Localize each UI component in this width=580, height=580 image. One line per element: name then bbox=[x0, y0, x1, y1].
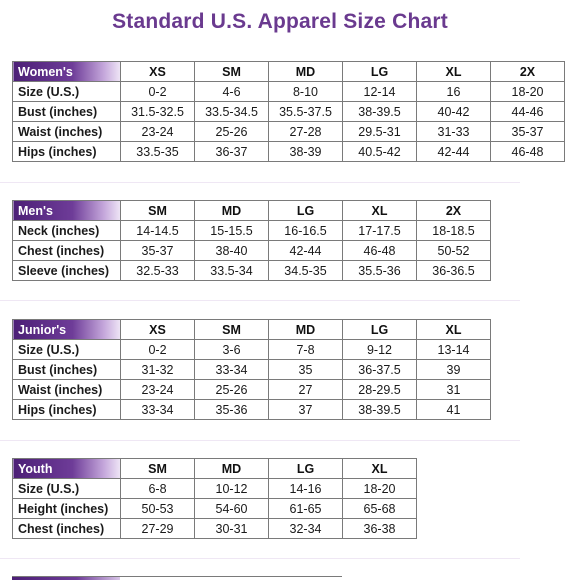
table-cell: 25-26 bbox=[195, 122, 269, 142]
table-header-row bbox=[13, 62, 565, 82]
table-cell: 18-20 bbox=[491, 82, 565, 102]
page-title: Standard U.S. Apparel Size Chart bbox=[112, 10, 448, 33]
row-label: Size (U.S.) bbox=[13, 340, 121, 360]
table-cell: 0-2 bbox=[121, 340, 195, 360]
table-cell: 46-48 bbox=[491, 142, 565, 162]
size-header: 2X bbox=[491, 62, 565, 82]
table-cell: 27 bbox=[269, 380, 343, 400]
table-cell: 42-44 bbox=[269, 241, 343, 261]
table-cell: 35.5-36 bbox=[343, 261, 417, 281]
size-header: MD bbox=[195, 459, 269, 479]
table-cell: 6-8 bbox=[121, 479, 195, 499]
table-cell: 4-6 bbox=[195, 82, 269, 102]
size-header: LG bbox=[269, 201, 343, 221]
table-cell: 38-39.5 bbox=[343, 400, 417, 420]
table-cell: 50-52 bbox=[417, 241, 491, 261]
table-cell: 35-37 bbox=[491, 122, 565, 142]
table-cell: 54-60 bbox=[195, 499, 269, 519]
table-cell: 35-36 bbox=[195, 400, 269, 420]
section-divider bbox=[0, 558, 520, 559]
size-header: XL bbox=[417, 62, 491, 82]
table-cell: 50-53 bbox=[121, 499, 195, 519]
table-row bbox=[13, 221, 491, 241]
row-label: Neck (inches) bbox=[13, 221, 121, 241]
size-header: SM bbox=[195, 62, 269, 82]
table-row bbox=[13, 400, 491, 420]
size-header: XL bbox=[343, 201, 417, 221]
table-cell: 41 bbox=[417, 400, 491, 420]
size-header: LG bbox=[343, 62, 417, 82]
section-divider bbox=[0, 182, 520, 183]
row-label: Sleeve (inches) bbox=[13, 261, 121, 281]
size-header: XS bbox=[121, 320, 195, 340]
table-header-row bbox=[13, 459, 417, 479]
table-cell: 35-37 bbox=[121, 241, 195, 261]
category-label: Junior's bbox=[13, 320, 121, 340]
table-cell: 37 bbox=[269, 400, 343, 420]
table-cell: 7-8 bbox=[269, 340, 343, 360]
table-cell: 29.5-31 bbox=[343, 122, 417, 142]
youth-size-table bbox=[12, 458, 417, 539]
table-cell: 33.5-34 bbox=[195, 261, 269, 281]
row-label: Size (U.S.) bbox=[13, 82, 121, 102]
section-divider bbox=[0, 300, 520, 301]
category-label: Women's bbox=[13, 62, 121, 82]
table-header-row bbox=[13, 320, 491, 340]
size-header: LG bbox=[269, 459, 343, 479]
table-cell: 18-20 bbox=[343, 479, 417, 499]
table-cell: 35.5-37.5 bbox=[269, 102, 343, 122]
table-row bbox=[13, 519, 417, 539]
table-cell: 32-34 bbox=[269, 519, 343, 539]
table-cell: 14-14.5 bbox=[121, 221, 195, 241]
table-cell: 35 bbox=[269, 360, 343, 380]
table-cell: 30-31 bbox=[195, 519, 269, 539]
table-row bbox=[13, 380, 491, 400]
row-label: Hips (inches) bbox=[13, 142, 121, 162]
row-label: Bust (inches) bbox=[13, 102, 121, 122]
table-cell: 33-34 bbox=[195, 360, 269, 380]
womens-size-table bbox=[12, 61, 565, 162]
table-cell: 12-14 bbox=[343, 82, 417, 102]
table-row bbox=[13, 82, 565, 102]
next-table-header-partial bbox=[12, 576, 342, 580]
juniors-size-table bbox=[12, 319, 491, 420]
table-cell: 33-34 bbox=[121, 400, 195, 420]
table-cell: 40.5-42 bbox=[343, 142, 417, 162]
table-cell: 17-17.5 bbox=[343, 221, 417, 241]
table-cell: 31-32 bbox=[121, 360, 195, 380]
row-label: Waist (inches) bbox=[13, 380, 121, 400]
table-cell: 34.5-35 bbox=[269, 261, 343, 281]
table-cell: 23-24 bbox=[121, 122, 195, 142]
size-header: 2X bbox=[417, 201, 491, 221]
table-row bbox=[13, 241, 491, 261]
table-cell: 36-37.5 bbox=[343, 360, 417, 380]
row-label: Bust (inches) bbox=[13, 360, 121, 380]
table-cell: 31.5-32.5 bbox=[121, 102, 195, 122]
table-cell: 16 bbox=[417, 82, 491, 102]
size-header: MD bbox=[269, 62, 343, 82]
table-cell: 27-28 bbox=[269, 122, 343, 142]
row-label: Size (U.S.) bbox=[13, 479, 121, 499]
table-row bbox=[13, 261, 491, 281]
table-cell: 33.5-35 bbox=[121, 142, 195, 162]
table-cell: 25-26 bbox=[195, 380, 269, 400]
table-cell: 28-29.5 bbox=[343, 380, 417, 400]
size-header: SM bbox=[121, 201, 195, 221]
table-cell: 36-37 bbox=[195, 142, 269, 162]
size-header: XS bbox=[121, 62, 195, 82]
table-cell: 16-16.5 bbox=[269, 221, 343, 241]
table-cell: 36-36.5 bbox=[417, 261, 491, 281]
table-row bbox=[13, 479, 417, 499]
table-cell: 61-65 bbox=[269, 499, 343, 519]
size-header: LG bbox=[343, 320, 417, 340]
table-row bbox=[13, 142, 565, 162]
table-cell: 33.5-34.5 bbox=[195, 102, 269, 122]
table-cell: 46-48 bbox=[343, 241, 417, 261]
table-cell: 10-12 bbox=[195, 479, 269, 499]
table-cell: 31 bbox=[417, 380, 491, 400]
table-cell: 38-39.5 bbox=[343, 102, 417, 122]
table-cell: 27-29 bbox=[121, 519, 195, 539]
table-row bbox=[13, 102, 565, 122]
row-label: Waist (inches) bbox=[13, 122, 121, 142]
size-header: MD bbox=[195, 201, 269, 221]
size-header: SM bbox=[195, 320, 269, 340]
table-cell: 38-39 bbox=[269, 142, 343, 162]
size-header: XL bbox=[343, 459, 417, 479]
size-header: MD bbox=[269, 320, 343, 340]
table-cell: 36-38 bbox=[343, 519, 417, 539]
category-label: Men's bbox=[13, 201, 121, 221]
category-label: Youth bbox=[13, 459, 121, 479]
table-cell: 15-15.5 bbox=[195, 221, 269, 241]
table-cell: 39 bbox=[417, 360, 491, 380]
table-cell: 42-44 bbox=[417, 142, 491, 162]
row-label: Chest (inches) bbox=[13, 519, 121, 539]
row-label: Height (inches) bbox=[13, 499, 121, 519]
table-cell: 65-68 bbox=[343, 499, 417, 519]
table-row bbox=[13, 340, 491, 360]
table-header-row bbox=[13, 201, 491, 221]
table-cell: 8-10 bbox=[269, 82, 343, 102]
table-cell: 31-33 bbox=[417, 122, 491, 142]
section-divider bbox=[0, 440, 520, 441]
size-header: SM bbox=[121, 459, 195, 479]
table-cell: 14-16 bbox=[269, 479, 343, 499]
table-cell: 0-2 bbox=[121, 82, 195, 102]
table-row bbox=[13, 122, 565, 142]
table-row bbox=[13, 360, 491, 380]
table-cell: 9-12 bbox=[343, 340, 417, 360]
table-cell: 38-40 bbox=[195, 241, 269, 261]
table-row bbox=[13, 499, 417, 519]
row-label: Chest (inches) bbox=[13, 241, 121, 261]
table-cell: 13-14 bbox=[417, 340, 491, 360]
table-cell: 40-42 bbox=[417, 102, 491, 122]
row-label: Hips (inches) bbox=[13, 400, 121, 420]
table-cell: 18-18.5 bbox=[417, 221, 491, 241]
table-cell: 44-46 bbox=[491, 102, 565, 122]
mens-size-table bbox=[12, 200, 491, 281]
size-header: XL bbox=[417, 320, 491, 340]
table-cell: 32.5-33 bbox=[121, 261, 195, 281]
table-cell: 3-6 bbox=[195, 340, 269, 360]
table-cell: 23-24 bbox=[121, 380, 195, 400]
